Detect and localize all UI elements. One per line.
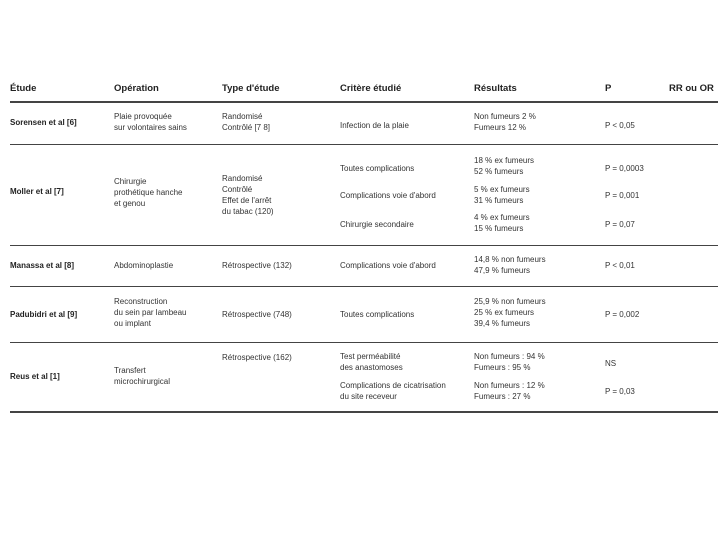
row-divider bbox=[10, 144, 718, 145]
row-operation: Plaie provoquée sur volontaires sains bbox=[114, 112, 187, 132]
row-p: NS bbox=[605, 359, 617, 368]
row-type: Rétrospective (162) bbox=[222, 353, 292, 362]
row-critere: Test perméabilité des anastomoses bbox=[340, 352, 403, 372]
row-p: P = 0,03 bbox=[605, 387, 635, 396]
header-operation: Opération bbox=[114, 83, 159, 94]
row-etude: Reus et al [1] bbox=[10, 372, 60, 381]
header-divider bbox=[10, 101, 718, 103]
row-p: P = 0,001 bbox=[605, 191, 640, 200]
header-p: P bbox=[605, 83, 612, 94]
table-bottom-rule bbox=[10, 411, 718, 413]
header-critere: Critère étudié bbox=[340, 83, 402, 94]
row-critere: Toutes complications bbox=[340, 164, 415, 173]
row-critere: Chirurgie secondaire bbox=[340, 220, 414, 229]
row-etude: Sorensen et al [6] bbox=[10, 118, 77, 127]
row-critere: Infection de la plaie bbox=[340, 121, 409, 130]
row-resultats: Non fumeurs : 94 % Fumeurs : 95 % bbox=[474, 352, 545, 372]
row-divider bbox=[10, 245, 718, 246]
row-type: Randomisé Contrôlé Effet de l'arrêt du tabac (120) bbox=[222, 174, 274, 216]
row-p: P = 0,07 bbox=[605, 220, 635, 229]
row-resultats: Non fumeurs 2 % Fumeurs 12 % bbox=[474, 112, 536, 132]
row-resultats: 4 % ex fumeurs 15 % fumeurs bbox=[474, 213, 530, 233]
header-resultats: Résultats bbox=[474, 83, 517, 94]
row-resultats: Non fumeurs : 12 % Fumeurs : 27 % bbox=[474, 381, 545, 401]
row-type: Rétrospective (132) bbox=[222, 261, 292, 270]
row-resultats: 5 % ex fumeurs 31 % fumeurs bbox=[474, 185, 530, 205]
row-p: P < 0,05 bbox=[605, 121, 635, 130]
row-etude: Moller et al [7] bbox=[10, 187, 64, 196]
row-operation: Reconstruction du sein par lambeau ou implant bbox=[114, 297, 187, 328]
header-etude: Étude bbox=[10, 83, 37, 94]
row-resultats: 14,8 % non fumeurs 47,9 % fumeurs bbox=[474, 255, 546, 275]
row-type: Rétrospective (748) bbox=[222, 310, 292, 319]
row-p: P = 0,002 bbox=[605, 310, 640, 319]
row-operation: Abdominoplastie bbox=[114, 261, 174, 270]
row-resultats: 25,9 % non fumeurs 25 % ex fumeurs 39,4 % fumeurs bbox=[474, 297, 546, 328]
header-rr: RR ou OR bbox=[669, 83, 714, 94]
header-type: Type d'étude bbox=[222, 83, 280, 94]
row-type: Randomisé Contrôlé [7 8] bbox=[222, 112, 271, 132]
row-divider bbox=[10, 286, 718, 287]
row-critere: Complications voie d'abord bbox=[340, 191, 436, 200]
row-critere: Complications de cicatrisation du site receveur bbox=[340, 381, 446, 401]
row-divider bbox=[10, 342, 718, 343]
row-resultats: 18 % ex fumeurs 52 % fumeurs bbox=[474, 156, 535, 176]
row-operation: Transfert microchirurgical bbox=[114, 366, 171, 386]
row-critere: Toutes complications bbox=[340, 310, 415, 319]
row-etude: Padubidri et al [9] bbox=[10, 310, 78, 319]
row-operation: Chirurgie prothétique hanche et genou bbox=[114, 177, 183, 208]
row-p: P < 0,01 bbox=[605, 261, 635, 270]
row-etude: Manassa et al [8] bbox=[10, 261, 75, 270]
row-p: P = 0,0003 bbox=[605, 164, 644, 173]
row-critere: Complications voie d'abord bbox=[340, 261, 436, 270]
